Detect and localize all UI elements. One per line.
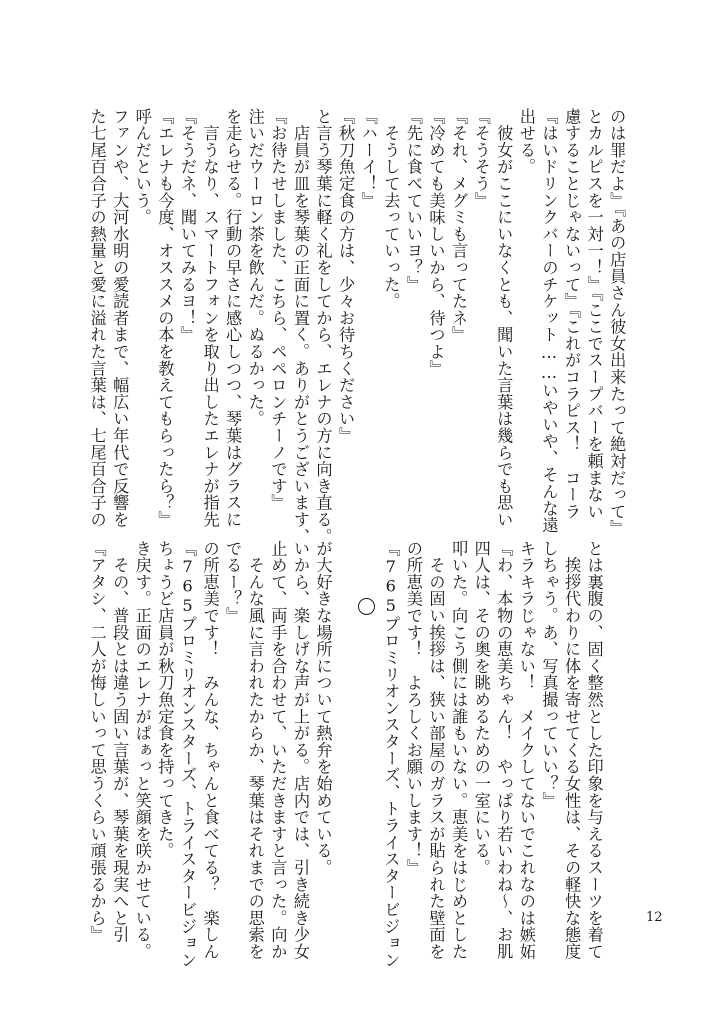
text-line: を走らせる。行動の早さに感心しつつ、琴葉はグラスに: [223, 108, 243, 528]
text-line: とカルピスを一対一！』『ここでスープバーを頼まない: [584, 108, 604, 520]
text-line: 『765プロミリオンスターズ、トライスタービジョン: [177, 540, 197, 969]
text-line: でるー？』: [223, 540, 243, 624]
text-line: 『冷めても美味しいから、待つよ』: [426, 108, 446, 377]
text-line: 『それ、メグミも言ってたネ』: [449, 108, 469, 344]
text-line: 『わ、本物の恵美ちゃん！ やっぱり若いわね～、お肌: [494, 540, 514, 960]
text-line: た七尾百合子の熱量と愛に溢れた言葉は、七尾百合子の: [87, 108, 107, 528]
text-line: その固い挨拶は、狭い部屋のガラスが貼られた壁面を: [426, 540, 446, 960]
text-line: [356, 540, 379, 906]
text-line: き戻す。正面のエレナがぱぁっと笑顔を咲かせている。: [132, 540, 152, 960]
page-number: 12: [646, 910, 663, 925]
text-line: ファンや、大河水明の愛読者まで、幅広い年代で反響を: [110, 108, 130, 528]
text-line: 挨拶代わりに体を寄せてくる女性は、その軽快な態度: [562, 540, 582, 960]
text-line: 彼女がここにいなくとも、聞いた言葉は幾らでも思い: [494, 108, 514, 528]
upper-text-block: [85, 108, 627, 545]
text-line: 言うなり、スマートフォンを取り出したエレナが指先: [200, 108, 220, 528]
text-line: 店員が皿を琴葉の正面に置く。ありがとうございます、: [290, 108, 310, 545]
text-line: 四人は、その奥を眺めるための一室にいる。: [471, 540, 491, 876]
text-line: 『はいドリンクバーのチケット……いやいや、そんな遠: [539, 108, 559, 534]
text-line: 『ハーイ！』: [358, 108, 378, 209]
lower-text-block: [85, 540, 605, 969]
text-line: しちゃう。あ、写真撮っていい？』: [539, 540, 559, 809]
text-line: いから、楽しげな声が上がる。店内では、引き続き少女: [290, 540, 310, 960]
text-line: 『そうだネ、聞いてみるヨ！』: [177, 108, 197, 344]
text-line: [334, 540, 357, 906]
text-line: 『765プロミリオンスターズ、トライスタービジョン: [381, 540, 401, 969]
text-line: 注いだウーロン茶を飲んだ。ぬるかった。: [245, 108, 265, 428]
text-line: 止めて、両手を合わせて、いただきますと言った。向か: [268, 540, 288, 960]
text-line: 『エレナも今度、オススメの本を教えてもらったら？』: [155, 108, 175, 528]
text-line: 『アタシ、二人が悔しいって思うくらい頑張るから』: [87, 540, 107, 944]
text-line: ちょうど店員が秋刀魚定食を持ってきた。: [155, 540, 175, 860]
text-line: 『そうそう』: [471, 108, 491, 209]
text-line: 慮することじゃないって』『これがコラピス！ コーラ: [562, 108, 582, 520]
text-line: そうして去っていった。: [381, 108, 401, 310]
text-line: 『先に食べていいヨ？』: [403, 108, 423, 293]
text-line: と言う琴葉に軽く礼をしてから、エレナの方に向き直る。: [313, 108, 333, 545]
text-line: キラキラじゃない！ メイクしてないでこれなのは嫉妬: [516, 540, 536, 960]
text-line: の所恵美です！ よろしくお願いします！』: [403, 540, 423, 876]
text-line: 叩いた。向こう側には誰もいない。恵美をはじめとした: [449, 540, 469, 960]
text-line: 『秋刀魚定食の方は、少々お待ちください』: [336, 108, 356, 444]
text-line: そんな風に言われたからか、琴葉はそれまでの思索を: [245, 540, 265, 960]
text-line: 出せる。: [516, 108, 536, 176]
text-line: のは罪だよ』『あの店員さん彼女出来たって絶対だって』: [607, 108, 627, 537]
text-line: その、普段とは違う固い言葉が、琴葉を現実へと引: [110, 540, 130, 944]
text-line: とは裏腹の、固く整然とした印象を与えるスーツを着て: [584, 540, 604, 960]
text-line: 『お待たせしました、こちら、ペペロンチーノです』: [268, 108, 288, 512]
text-line: 呼んだという。: [132, 108, 152, 226]
text-line: の所恵美です！ みんな、ちゃんと食べてる？ 楽しん: [200, 540, 220, 960]
text-line: が大好きな場所について熱弁を始めている。: [313, 540, 333, 876]
